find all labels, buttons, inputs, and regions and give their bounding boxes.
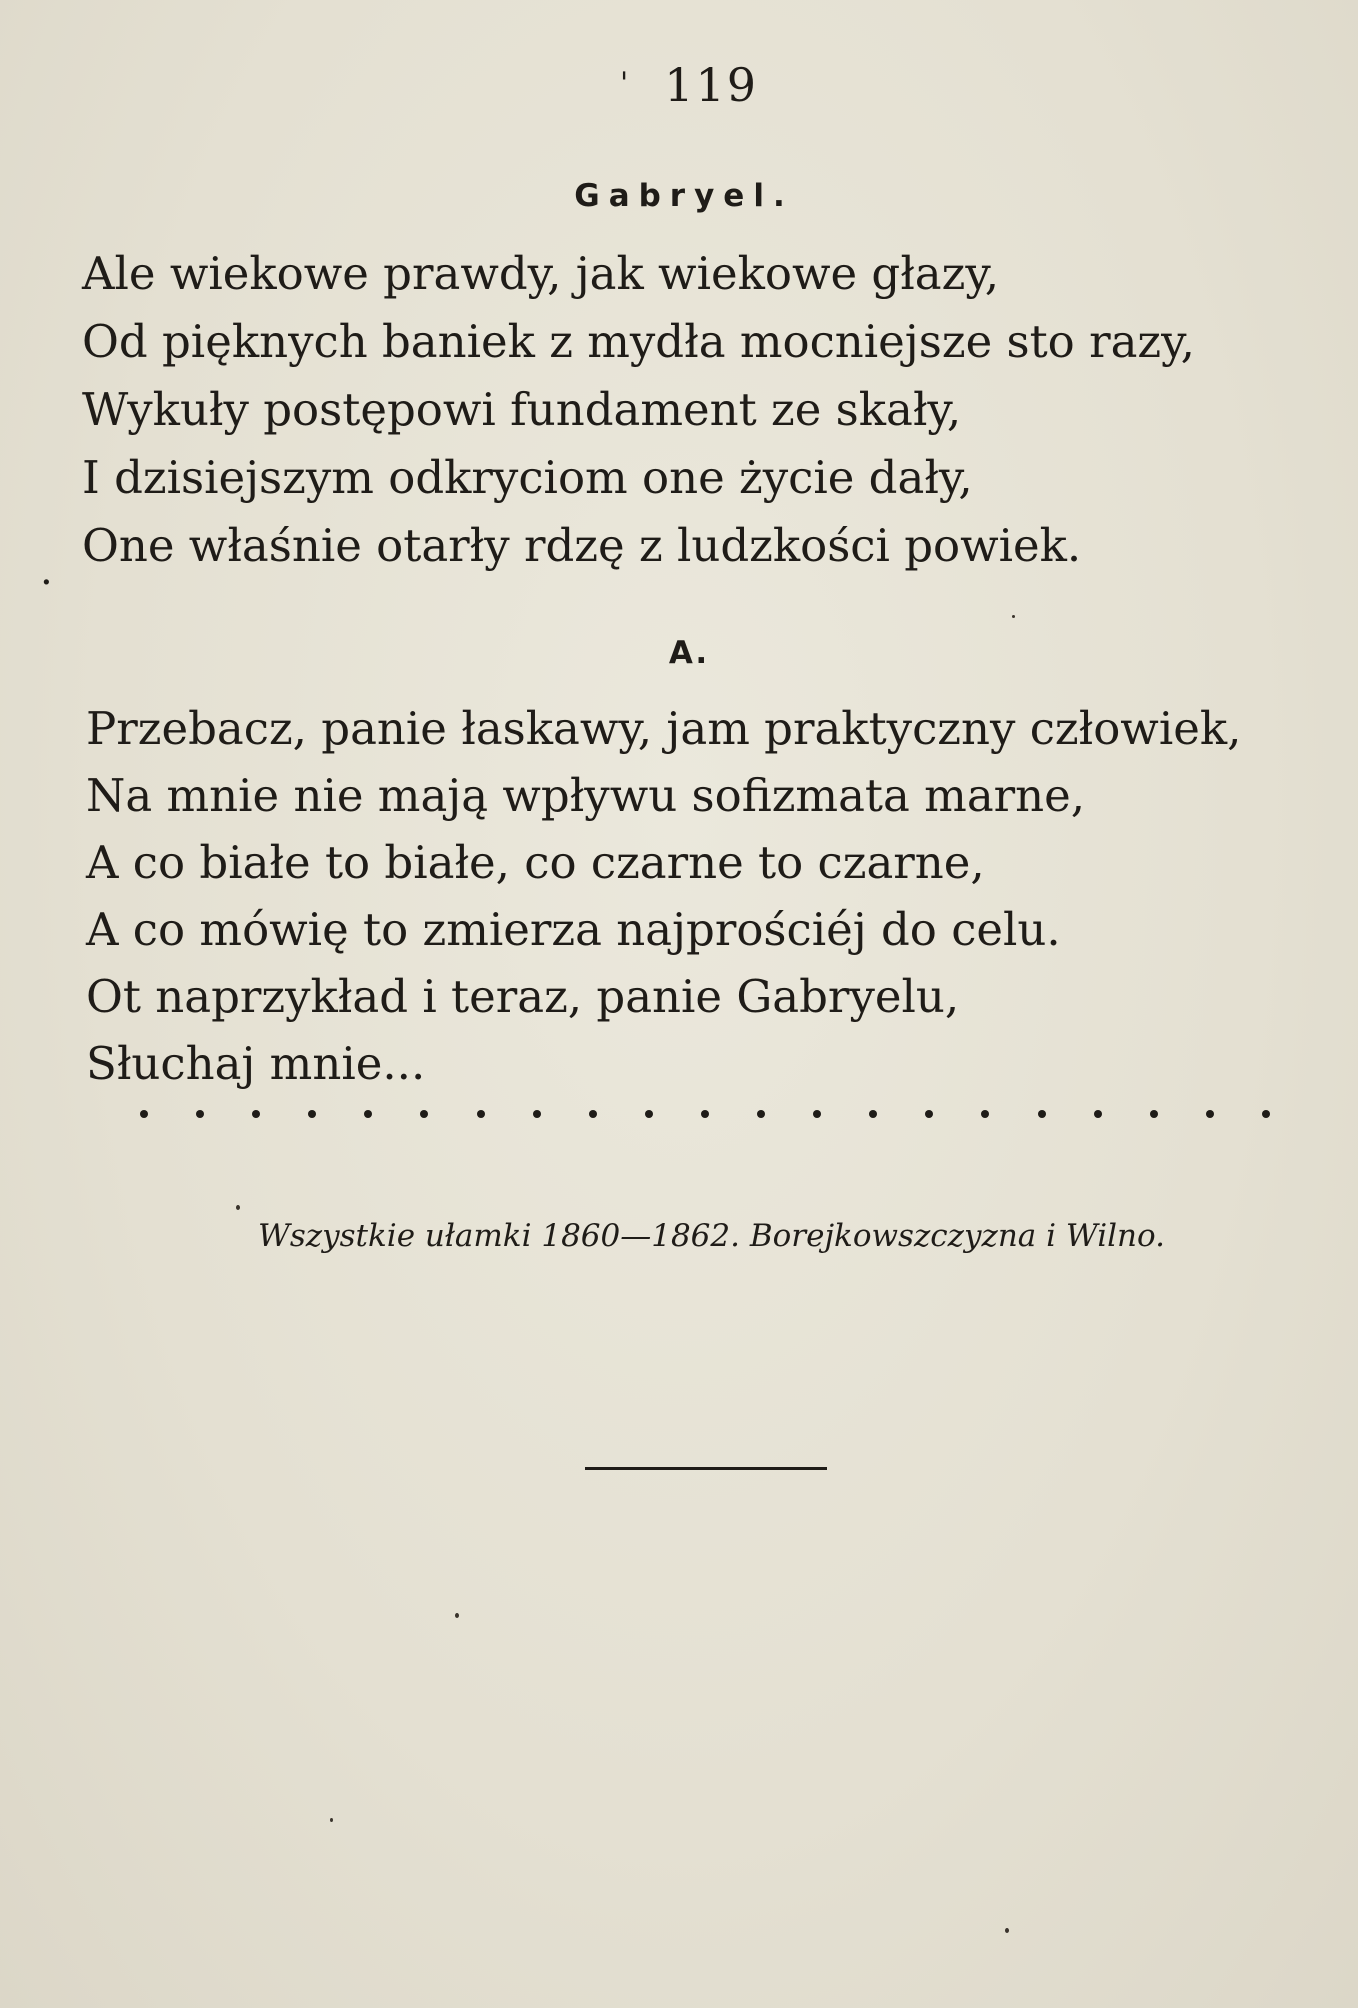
dot — [364, 1110, 372, 1118]
verse-line: One właśnie otarły rdzę z ludzkości powiek. — [82, 519, 1082, 572]
page-number-value: 119 — [664, 58, 759, 112]
dot — [925, 1110, 933, 1118]
ellipsis-dot-row — [140, 1110, 1270, 1118]
print-speck — [1012, 615, 1015, 618]
stanza-a — [86, 695, 1241, 1097]
verse-line: A co mówię to zmierza najprościéj do celu. — [86, 903, 1061, 956]
verse-line: A co białe to białe, co czarne to czarne, — [86, 836, 985, 889]
dot — [533, 1110, 541, 1118]
date-place-note: Wszystkie ułamki 1860—1862. Borejkowszczyzna i Wilno. — [258, 1218, 1165, 1254]
dot — [757, 1110, 765, 1118]
verse-line: Przebacz, panie łaskawy, jam praktyczny człowiek, — [86, 702, 1242, 755]
dot — [813, 1110, 821, 1118]
margin-mark: . — [40, 548, 53, 594]
dot — [252, 1110, 260, 1118]
dot — [589, 1110, 597, 1118]
stanza-gabryel — [82, 240, 1195, 580]
verse-line: Wykuły postępowi fundament ze skały, — [82, 383, 962, 436]
dot — [1094, 1110, 1102, 1118]
speaker-heading-gabryel: Gabryel. — [574, 178, 794, 214]
print-speck — [1005, 1928, 1009, 1933]
verse-line: Słuchaj mnie... — [86, 1037, 426, 1090]
dot — [701, 1110, 709, 1118]
dot — [140, 1110, 148, 1118]
verse-line: Ale wiekowe prawdy, jak wiekowe głazy, — [82, 247, 1000, 300]
dot — [196, 1110, 204, 1118]
dot — [1262, 1110, 1270, 1118]
dot — [308, 1110, 316, 1118]
verse-line: Ot naprzykład i teraz, panie Gabryelu, — [86, 970, 960, 1023]
speaker-heading-a: A. — [668, 635, 710, 671]
print-speck — [455, 1613, 459, 1618]
dot — [477, 1110, 485, 1118]
dot — [1206, 1110, 1214, 1118]
verse-line: Na mnie nie mają wpływu sofizmata marne, — [86, 769, 1086, 822]
page-mark: ' — [619, 66, 631, 101]
print-speck — [330, 1818, 333, 1822]
dot — [1038, 1110, 1046, 1118]
page-number — [0, 58, 1358, 112]
end-rule — [585, 1467, 827, 1470]
dot — [869, 1110, 877, 1118]
dot — [1150, 1110, 1158, 1118]
dot — [420, 1110, 428, 1118]
dot — [981, 1110, 989, 1118]
verse-line: I dzisiejszym odkryciom one życie dały, — [82, 451, 973, 504]
dot — [645, 1110, 653, 1118]
print-speck — [236, 1205, 240, 1210]
verse-line: Od pięknych baniek z mydła mocniejsze sto razy, — [82, 315, 1195, 368]
